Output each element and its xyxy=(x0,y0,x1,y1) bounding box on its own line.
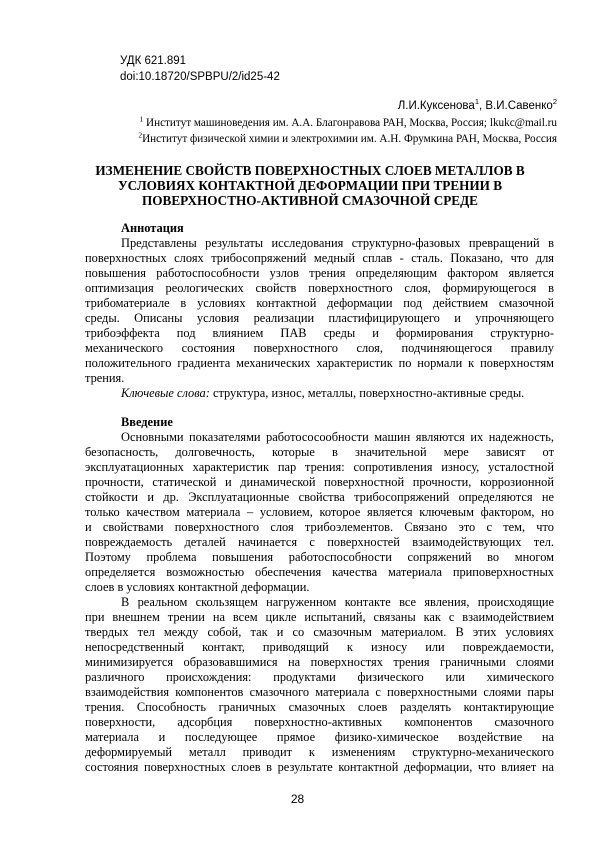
abstract-line: трибоматериале в условиях контактной деформации под действием смазочной xyxy=(85,296,554,310)
paragraph-line: материала и последующее прямое физико-химическое воздействие на xyxy=(85,730,554,744)
paragraph-line: Основными показателями работососообности машин являются их надежность, xyxy=(121,430,554,444)
abstract-line: поверхностных слоях трибосопряжений медный сплав - сталь. Показано, что для xyxy=(85,251,554,265)
paragraph-line: при внешнем трении на всем цикле испытаний, связаны как с взаимодействием xyxy=(85,610,554,624)
paragraph-line: состояния поверхностных слоев в результате контактной деформации, что влияет на xyxy=(85,760,554,774)
paper-title xyxy=(84,163,536,208)
affiliation-mark: 2 xyxy=(138,130,143,140)
keywords-text: структура, износ, металлы, поверхностно-активные среды. xyxy=(209,386,525,400)
paragraph-line: деформируемый металл приводит к изменениям структурно-механического xyxy=(85,745,554,759)
affiliation xyxy=(138,130,557,145)
paragraph-line: Поэтому проблема повышения работоспособности сопряжений во многом xyxy=(85,550,554,564)
paragraph-line: только качеством материала – условием, которое является ключевым фактором, но xyxy=(85,505,554,519)
introduction-heading: Введение xyxy=(121,415,173,429)
paragraph-line: различного происхождения: продуктами физического или химического xyxy=(85,670,554,684)
paragraph-line: трения. Способность граничных смазочных слоев разделять контактирующие xyxy=(85,700,554,714)
paragraph-line: взаимодействия компонентов смазочного материала с поверхностными слоями пары xyxy=(85,685,554,699)
paragraph-line: минимизируется образовавшимися на поверхностях трения граничными слоями xyxy=(85,655,554,669)
paragraph-line: прочности, статической и динамической поверхностной прочности, коррозионной xyxy=(85,475,554,489)
author-name: В.И.Савенко xyxy=(485,100,553,112)
title-line: ПОВЕРХНОСТНО-АКТИВНОЙ СМАЗОЧНОЙ СРЕДЕ xyxy=(142,193,478,208)
abstract-line: повышения работоспособности узлов трения определяющим фактором является xyxy=(85,266,554,280)
abstract-line: трения. xyxy=(85,371,125,385)
paragraph-line: повреждаемость деталей начинается с поверхностей взаимодействующих тел. xyxy=(85,535,554,549)
affiliation-text: Институт физической химии и электрохимии им. А.Н. Фрумкина РАН, Москва, Россия xyxy=(142,133,557,145)
paragraph-line: В реальном скользящем нагруженном контакте все явления, происходящие xyxy=(121,595,554,609)
abstract-line: среды. Описаны условия реализации пластифицирующего и упрочняющего xyxy=(85,311,554,325)
abstract-line: механического состояния поверхностного слоя, подчиняющегося правилу xyxy=(85,341,554,355)
abstract-section xyxy=(85,221,554,401)
author-affiliation-mark: 2 xyxy=(552,97,557,107)
udk-code: УДК 621.891 xyxy=(120,55,187,67)
paragraph-line: эксплуатационных характеристик пар трения: сопротивления износу, усталостной xyxy=(85,460,554,474)
author-separator: , xyxy=(478,100,486,112)
paragraph-line: и свойствами поверхностного слоя трибоэлементов. Связано это с тем, что xyxy=(85,520,554,534)
paragraph-line: безопасность, долговечность, которые в значительной мере зависят от xyxy=(85,445,554,459)
paragraph-line: твердых тел между собой, так и со смазочным материалом. В этих условиях xyxy=(85,625,554,639)
author-affiliation-mark: 1 xyxy=(474,97,479,107)
paragraph-line: поверхности, адсорбция поверхностно-активных компонентов смазочного xyxy=(85,715,554,729)
paragraph-line: слоев в условиях контактной деформации. xyxy=(85,580,310,594)
affiliation-mark: 1 xyxy=(139,114,144,124)
introduction-section xyxy=(85,415,554,775)
abstract-line: оптимизация реологических свойств поверхностного слоя, формирующегося в xyxy=(85,281,554,295)
keywords xyxy=(85,386,554,401)
page-number: 28 xyxy=(290,792,305,806)
author-name: Л.И.Куксенова xyxy=(397,100,475,112)
title-line: УСЛОВИЯХ КОНТАКТНОЙ ДЕФОРМАЦИИ ПРИ ТРЕНИИ В xyxy=(117,178,503,193)
abstract-heading: Аннотация xyxy=(121,221,184,235)
doi: doi:10.18720/SPBPU/2/id25-42 xyxy=(120,71,280,83)
paragraph-line: определяется возможностью обеспечения качества материала приповерхностных xyxy=(85,565,554,579)
authors xyxy=(397,97,557,112)
paragraph-line: непосредственный контакт, приводящий к износу или повреждаемости, xyxy=(85,640,554,654)
affiliation-text: Институт машиноведения им. А.А. Благонравова РАН, Москва, Россия; lkukc@mail.ru xyxy=(143,117,557,129)
abstract-line: Представлены результаты исследования структурно-фазовых превращений в xyxy=(121,236,554,250)
affiliation xyxy=(139,114,557,129)
paragraph-line: стойкости и др. Эксплуатационные свойства трибосопряжений определяются не xyxy=(85,490,554,504)
abstract-line: положительного градиента механических характеристик по нормали к поверхностям xyxy=(85,356,554,370)
abstract-line: трибоэффекта под влиянием ПАВ среды и формирования структурно- xyxy=(85,326,554,340)
keywords-label: Ключевые слова: xyxy=(121,386,210,400)
title-line: ИЗМЕНЕНИЕ СВОЙСТВ ПОВЕРХНОСТНЫХ СЛОЕВ МЕТАЛЛОВ В xyxy=(95,163,525,178)
